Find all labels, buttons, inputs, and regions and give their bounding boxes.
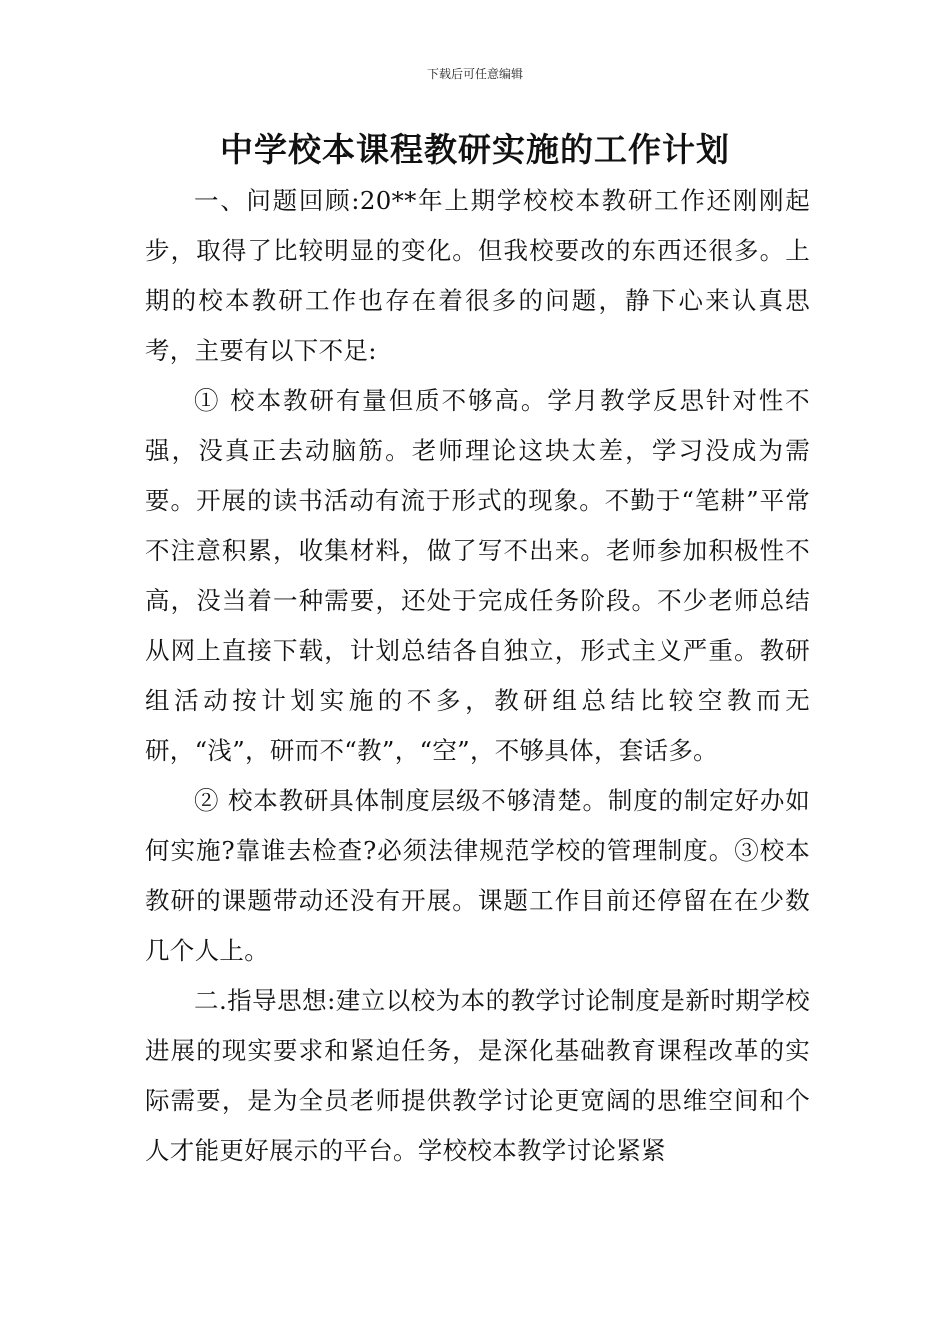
header-note: 下载后可任意编辑 — [426, 67, 523, 81]
paragraph-problem-review: 一、问题回顾:20**年上期学校校本教研工作还刚刚起步，取得了比较明显的变化。但我校要改的东西还很多。上期的校本教研工作也存在着很多的问题，静下心来认真思考，主要有以下不足: — [145, 186, 810, 365]
paragraph-guiding-thought: 二.指导思想:建立以校为本的教学讨论制度是新时期学校进展的现实要求和紧迫任务，是深化基础教育课程改革的实际需要，是为全员老师提供教学讨论更宽阔的思维空间和个人才能更好展示的平台。学校校本教学讨论紧紧 — [145, 986, 810, 1165]
paragraph-point-1: ① 校本教研有量但质不够高。学月教学反思针对性不强，没真正去动脑筋。老师理论这块太差，学习没成为需要。开展的读书活动有流于形式的现象。不勤于“笔耕”平常不注意积累，收集材料，做了写不出来。老师参加积极性不高，没当着一种需要，还处于完成任务阶段。不少老师总结从网上直接下载，计划总结各自独立，形式主义严重。教研组活动按计划实施的不多，教研组总结比较空教而无研，“浅”，研而不“教”，“空”，不够具体，套话多。 — [145, 386, 810, 765]
paragraph-point-2: ② 校本教研具体制度层级不够清楚。制度的制定好办如何实施?靠谁去检查?必须法律规范学校的管理制度。③校本教研的课题带动还没有开展。课题工作目前还停留在在少数几个人上。 — [145, 786, 810, 965]
page-title: 中学校本课程教研实施的工作计划 — [220, 130, 730, 169]
document-body — [145, 176, 810, 1176]
